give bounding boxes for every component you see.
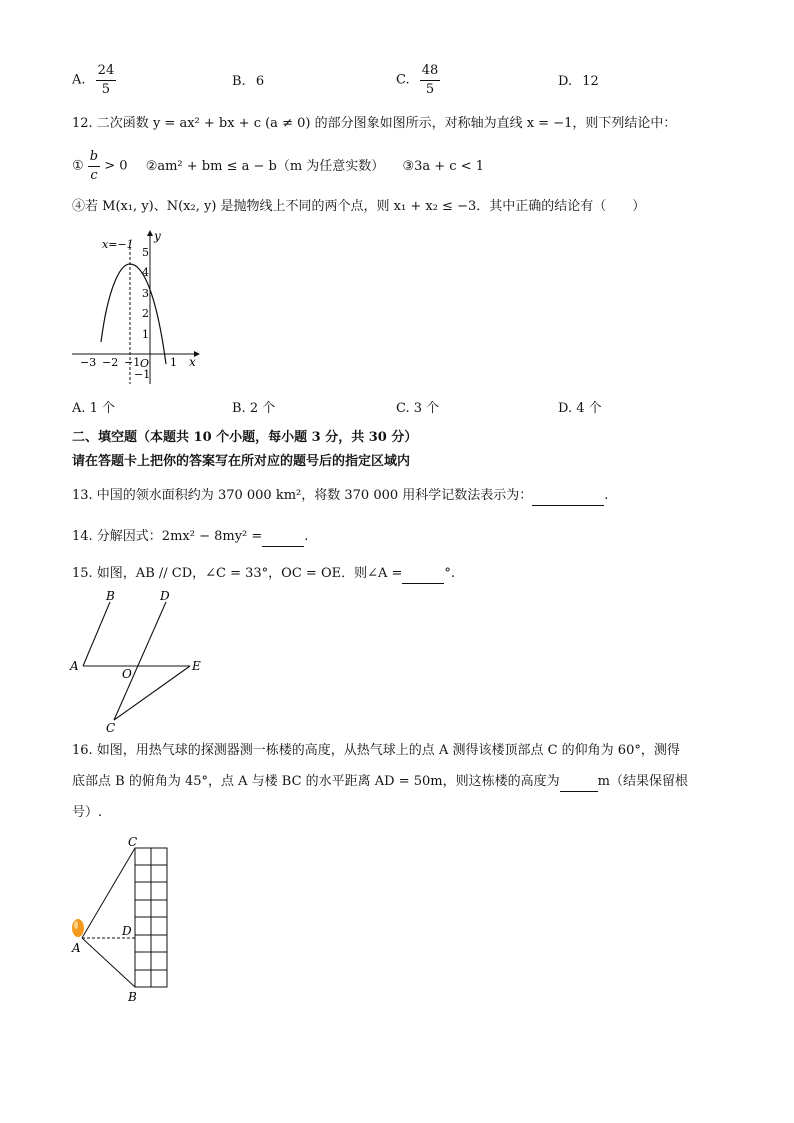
y-tick-1: 1 (142, 328, 149, 341)
q13-text: 13. 中国的领水面积约为 370 000 km²，将数 370 000 用科学记数法表示为： (72, 488, 533, 503)
q12-option-a: A. 1 个 (72, 401, 116, 416)
x-axis-letter: x (189, 355, 196, 369)
hot-air-balloon-icon (72, 919, 84, 937)
point-label-a: A (72, 941, 81, 955)
q12-conclusions (72, 148, 484, 185)
option-letter: C. (396, 72, 410, 88)
numerator: 24 (96, 62, 117, 81)
point-label-d: D (160, 589, 170, 603)
q14-text: 14. 分解因式：2mx² − 8my² = (72, 529, 263, 544)
denominator: 5 (101, 82, 111, 97)
q16-line-3: 号）. (72, 805, 103, 820)
point-label-b: B (128, 990, 137, 1004)
q12-option-c: C. 3 个 (396, 401, 440, 416)
q11-option-d (558, 73, 599, 91)
q13 (72, 487, 608, 506)
x-tick-neg2: −2 (102, 356, 119, 369)
q11-option-a (72, 62, 116, 99)
section-2-instruction: 请在答题卡上把你的答案写在所对应的题号后的指定区域内 (72, 454, 411, 469)
q16-line-2 (72, 773, 688, 792)
q14 (72, 528, 308, 547)
option-letter: D. (558, 74, 573, 89)
parabola-curve (101, 264, 166, 364)
symmetry-label: x=−1 (102, 238, 134, 251)
segment-ab (83, 602, 110, 666)
conclusion-3: ③3a + c < 1 (402, 158, 484, 174)
q16-line-2-end: m（结果保留根 (597, 774, 688, 789)
x-tick-neg1: −1 (124, 356, 141, 369)
denominator: c (90, 168, 98, 183)
conclusion-1-rest: > 0 (104, 158, 128, 174)
conclusion-1-marker: ① (72, 158, 84, 174)
y-tick-3: 3 (142, 287, 149, 300)
q12-option-d: D. 4 个 (558, 401, 602, 416)
point-label-d: D (122, 924, 132, 938)
option-letter: A. (72, 72, 86, 88)
point-label-o: O (122, 667, 132, 681)
point-label-a: A (70, 659, 79, 673)
q12-option-b: B. 2 个 (232, 401, 276, 416)
fraction (420, 62, 441, 99)
q16-figure (66, 834, 176, 1006)
q14-answer-blank[interactable] (262, 528, 304, 547)
origin-label: O (140, 357, 150, 370)
y-tick-neg1: −1 (134, 368, 151, 381)
denominator: 5 (425, 82, 435, 97)
point-label-b: B (106, 589, 115, 603)
x-tick-neg3: −3 (80, 356, 97, 369)
option-value: 12 (582, 74, 599, 89)
q11-option-b (232, 73, 264, 91)
q15-end: °. (444, 566, 456, 581)
balloon-highlight (74, 921, 78, 929)
q16-line-2-text: 底部点 B 的俯角为 45°，点 A 与楼 BC 的水平距离 AD = 50m，则这栋楼的高度为 (72, 774, 560, 789)
conclusion-1-fraction (88, 148, 100, 185)
y-axis-arrow-icon (147, 230, 153, 236)
option-letter: B. (232, 74, 246, 89)
q15-figure (66, 588, 216, 736)
x-tick-1: 1 (170, 356, 177, 369)
q15-answer-blank[interactable] (402, 565, 444, 584)
numerator: 48 (420, 62, 441, 81)
conclusion-2: ②am² + bm ≤ a − b（m 为任意实数） (145, 158, 385, 174)
y-tick-2: 2 (142, 307, 149, 320)
option-value: 6 (255, 74, 265, 89)
q11-option-c (396, 62, 440, 99)
q16-line-1: 16. 如图，用热气球的探测器测一栋楼的高度，从热气球上的点 A 测得该楼顶部点 C 的仰角为 60°，测得 (72, 743, 680, 758)
q16-answer-blank[interactable] (560, 773, 598, 792)
line-ab (82, 938, 135, 987)
section-2-title: 二、填空题（本题共 10 个小题，每小题 3 分，共 30 分） (72, 430, 418, 445)
q15-text: 15. 如图，AB // CD，∠C = 33°，OC = OE．则∠A = (72, 566, 403, 581)
numerator: b (88, 148, 100, 167)
q12-parabola-graph (68, 228, 204, 388)
y-tick-5: 5 (142, 246, 149, 259)
point-label-c: C (106, 721, 116, 735)
q12-conclusion-4: ④若 M(x₁, y)、N(x₂, y) 是抛物线上不同的两个点，则 x₁ + x₂ ≤ −3．其中正确的结论有（ ） (72, 199, 646, 214)
q13-end: . (604, 488, 609, 503)
q13-answer-blank[interactable] (532, 487, 604, 506)
q12-stem: 12. 二次函数 y = ax² + bx + c (a ≠ 0) 的部分图象如图所示，对称轴为直线 x = −1，则下列结论中： (72, 116, 677, 131)
segment-cd (114, 602, 166, 720)
y-axis-letter: y (154, 229, 161, 243)
point-label-e: E (192, 659, 201, 673)
y-tick-4: 4 (142, 266, 149, 279)
fraction (96, 62, 117, 99)
q14-end: . (304, 529, 309, 544)
q15 (72, 565, 455, 584)
point-label-c: C (128, 835, 138, 849)
